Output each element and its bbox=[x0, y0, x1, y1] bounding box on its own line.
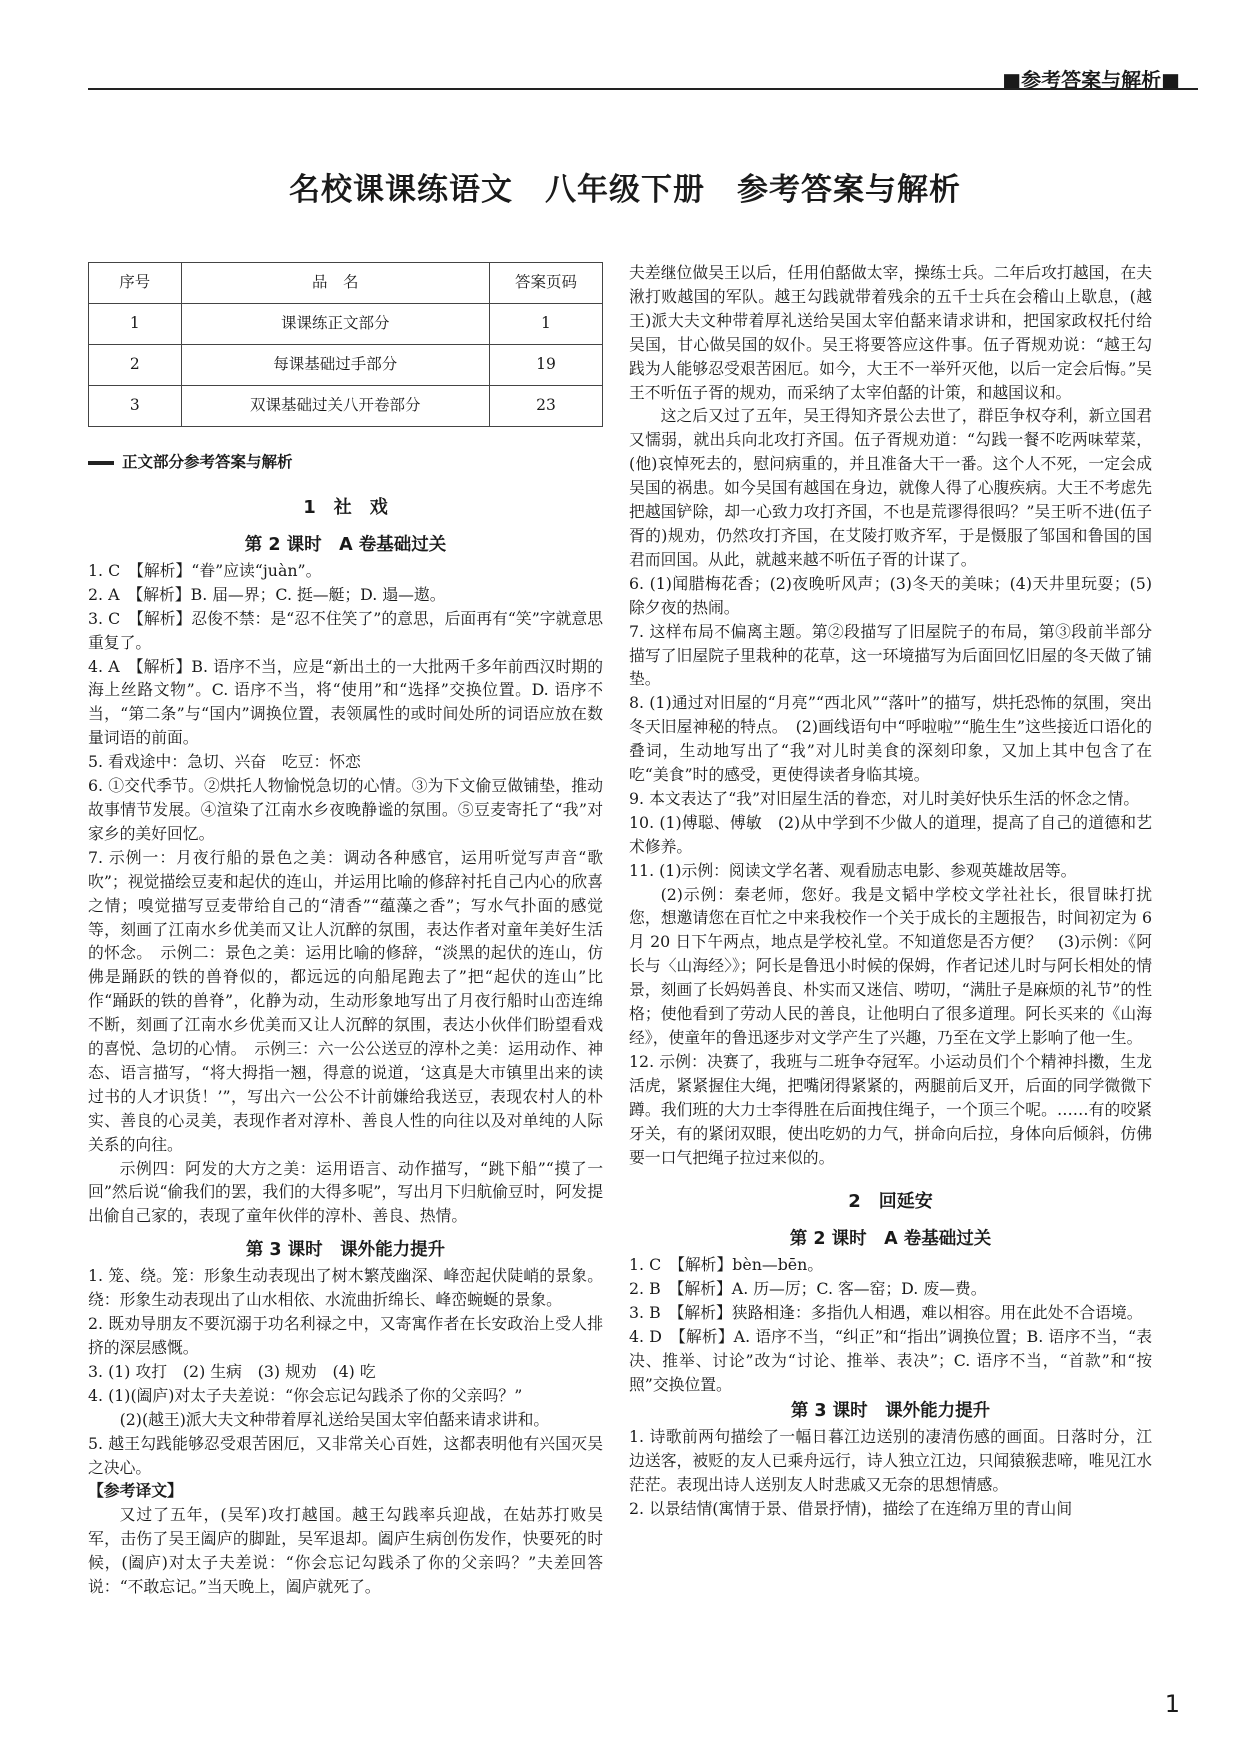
toc-cell: 每课基础过手部分 bbox=[181, 345, 489, 386]
reference-translation-text: 夫差继位做吴王以后，任用伯嚭做太宰，操练士兵。二年后攻打越国，在夫湫打败越国的军队。越王勾践就带着残余的五千士兵在会稽山上歇息，(越王)派大夫文种带着厚礼送给吴国太宰伯嚭来请求讲和，把国家政权托付给吴国，甘心做吴国的奴仆。吴王将要答应这件事。伍子胥规劝说：“越王勾践为人能够忍受艰苦困厄。如今，大王不一举歼灭他，以后一定会后悔。”吴王不听伍子胥的规劝，而采纳了太宰伯嚭的计策，和越国议和。 bbox=[629, 263, 1152, 402]
toc-cell: 19 bbox=[489, 345, 602, 386]
reference-translation-label: 【参考译文】 bbox=[88, 1481, 183, 1501]
answer-item: 7. 这样布局不偏离主题。第②段描写了旧屋院子的布局，第③段前半部分描写了旧屋院子里栽种的花草，这一环境描写为后面回忆旧屋的冬天做了铺垫。 bbox=[629, 621, 1152, 689]
toc-row bbox=[89, 386, 603, 427]
lesson-title: 1 社 戏 bbox=[303, 496, 388, 518]
answer-item-continued: 示例四：阿发的大方之美：运用语言、动作描写，“跳下船”“摸了一回”然后说“偷我们的罢，我们的大得多呢”，写出月下归航偷豆时，阿发提出偷自己家的，表现了童年伙伴的淳朴、善良、热情。 bbox=[88, 1158, 603, 1226]
toc-row bbox=[89, 304, 603, 345]
answer-item: 2. B 【解析】A. 历—厉；C. 客—窑；D. 废—费。 bbox=[629, 1279, 987, 1299]
toc-row bbox=[89, 345, 603, 386]
reference-translation-text: 又过了五年，(吴军)攻打越国。越王勾践率兵迎战，在姑苏打败吴军，击伤了吴王阖庐的脚趾，吴军退却。阖庐生病创伤发作，快要死的时候，(阖庐)对太子夫差说：“你会忘记勾践杀了你的父亲吗？”夫差回答说：“不敢忘记。”当天晚上，阖庐就死了。 bbox=[88, 1505, 603, 1597]
lesson-title: 2 回延安 bbox=[848, 1191, 933, 1213]
answer-item-continued: (2)示例：秦老师，您好。我是文韬中学校文学社社长，很冒昧打扰您，想邀请您在百忙之中来我校作一个关于成长的主题报告，时间初定为 6 月 20 日下午两点，地点是学校礼堂。不知道您是否方便？ (3)示例：《阿长与〈山海经〉》；阿长是鲁迅小时候的保姆，作者记述儿时与阿长相处的情景，刻画了长妈妈善良、朴实而又迷信、唠叨，“满肚子是麻烦的礼节”的性格；使他看到了劳动人民的善良，让他明白了很多道理。阿长买来的《山海经》，使童年的鲁迅逐步对文学产生了兴趣，乃至在文学上影响了他一生。 bbox=[629, 884, 1152, 1047]
period-title: 第 2 课时 A 卷基础过关 bbox=[789, 1229, 992, 1250]
answer-item: 7. 示例一：月夜行船的景色之美：调动各种感官，运用听觉写声音“歌吹”；视觉描绘豆麦和起伏的连山，并运用比喻的修辞衬托自己内心的欣喜之情；嗅觉描写豆麦带给自己的“清香”“蕴藻之香”；写水气扑面的感觉等，刻画了江南水乡优美而又让人沉醉的氛围，表达作者对童年美好生活的怀念。 示例二：景色之美：运用比喻的修辞，“淡黑的起伏的连山，仿佛是踊跃的铁的兽脊似的，都远远的向船尾跑去了”把“起伏的连山”比作“踊跃的铁的兽脊”，化静为动，生动形象地写出了月夜行船时山峦连绵不断，刻画了江南水乡优美而又让人沉醉的氛围，表达小伙伴们盼望看戏的喜悦、急切的心情。 示例三：六一公公送豆的淳朴之美：运用动作、神态、语言描写，“将大拇指一翘，得意的说道，‘这真是大市镇里出来的读过书的人才识货！’”，写出六一公公不计前嫌给我送豆，表现农村人的朴实、善良的心灵美，表现作者对淳朴、善良人性的向往以及对单纯的人际关系的向往。 bbox=[88, 847, 603, 1154]
answer-item: 2. A 【解析】B. 届—界；C. 挺—艇；D. 遢—遨。 bbox=[88, 584, 446, 604]
header-rule bbox=[88, 88, 1198, 90]
answer-item: 5. 看戏途中：急切、兴奋 吃豆：怀恋 bbox=[88, 752, 361, 772]
answer-item: 1. C 【解析】bèn—bēn。 bbox=[629, 1255, 824, 1275]
answer-item: 2. 以景结情(寓情于景、借景抒情)，描绘了在连绵万里的青山间 bbox=[629, 1498, 1073, 1518]
answer-item: 4. (1)(阖庐)对太子夫差说：“你会忘记勾践杀了你的父亲吗？” bbox=[88, 1385, 523, 1405]
period-title: 第 2 课时 A 卷基础过关 bbox=[244, 534, 447, 555]
page-number: 1 bbox=[1164, 1690, 1180, 1718]
answer-item: 1. C 【解析】“眷”应读“juàn”。 bbox=[88, 560, 322, 580]
answer-item: 12. 示例：决赛了，我班与二班争夺冠军。小运动员们个个精神抖擞，生龙活虎，紧紧握住大绳，把嘴闭得紧紧的，两腿前后叉开，后面的同学微微下蹲。我们班的大力士李得胜在后面拽住绳子，一个顶三个呢。……有的咬紧牙关，有的紧闭双眼，使出吃奶的力气，拼命向后拉，身体向后倾斜，仿佛要一口气把绳子拉过来似的。 bbox=[629, 1051, 1152, 1167]
toc-header-row bbox=[89, 263, 603, 304]
toc-cell: 23 bbox=[489, 386, 602, 427]
answer-item: 9. 本文表达了“我”对旧屋生活的眷恋，对儿时美好快乐生活的怀念之情。 bbox=[629, 788, 1140, 808]
answer-item: 6. (1)闻腊梅花香；(2)夜晚听风声；(3)冬天的美味；(4)天井里玩耍；(5)除夕夜的热闹。 bbox=[629, 573, 1152, 617]
left-column bbox=[88, 262, 603, 1599]
toc-cell: 2 bbox=[89, 345, 182, 386]
answer-item: 8. (1)通过对旧屋的“月亮”“西北风”“落叶”的描写，烘托恐怖的氛围，突出冬天旧屋神秘的特点。 (2)画线语句中“呼啦啦”“脆生生”这些接近口语化的叠词，生动地写出了“我”对儿时美食的深刻印象，又加上其中包含了在吃“美食”时的感受，更使得读者身临其境。 bbox=[629, 693, 1152, 785]
section-label: 正文部分参考答案与解析 bbox=[122, 453, 293, 471]
answer-item: 6. ①交代季节。②烘托人物愉悦急切的心情。③为下文偷豆做铺垫，推动故事情节发展。④渲染了江南水乡夜晚静谧的氛围。⑤豆麦寄托了“我”对家乡的美好回忆。 bbox=[88, 776, 603, 843]
period-title: 第 3 课时 课外能力提升 bbox=[790, 1400, 991, 1421]
toc-cell: 1 bbox=[489, 304, 602, 345]
toc-header-cell: 品 名 bbox=[181, 263, 489, 304]
toc-cell: 双课基础过关八开卷部分 bbox=[181, 386, 489, 427]
answer-item: 11. (1)示例：阅读文学名著、观看励志电影、参观英雄故居等。 bbox=[629, 860, 1077, 880]
answer-item: 1. 诗歌前两句描绘了一幅日暮江边送别的凄清伤感的画面。日落时分，江边送客，被贬的友人已乘舟远行，诗人独立江边，只闻猿猴悲啼，唯见江水茫茫。表现出诗人送别友人时悲戚又无奈的思想情感。 bbox=[629, 1426, 1152, 1494]
toc-header-cell: 答案页码 bbox=[489, 263, 602, 304]
toc-table bbox=[88, 262, 603, 427]
answer-item: 3. C 【解析】忍俊不禁：是“忍不住笑了”的意思，后面再有“笑”字就意思重复了。 bbox=[88, 608, 603, 652]
answer-item: 4. A 【解析】B. 语序不当，应是“新出土的一大批两千多年前西汉时期的海上丝路文物”。C. 语序不当，将“使用”和“选择”交换位置。D. 语序不当，“第二条”与“国内”调换位置，表领属性的或时间处所的词语应放在数量词语的前面。 bbox=[88, 656, 603, 748]
answer-item: 3. (1) 攻打 (2) 生病 (3) 规劝 (4) 吃 bbox=[88, 1361, 376, 1381]
answer-item: 4. D 【解析】A. 语序不当，“纠正”和“指出”调换位置；B. 语序不当，“表决、推举、讨论”改为“讨论、推举、表决”；C. 语序不当，“首款”和“按照”交换位置。 bbox=[629, 1327, 1152, 1394]
header-label: ■参考答案与解析■ bbox=[1002, 68, 1180, 92]
toc-cell: 课课练正文部分 bbox=[181, 304, 489, 345]
answer-item: 2. 既劝导朋友不要沉溺于功名利禄之中，又寄寓作者在长安政治上受人排挤的深层感慨。 bbox=[88, 1314, 603, 1357]
right-column bbox=[629, 261, 1152, 1521]
answer-item: 10. (1)傅聪、傅敏 (2)从中学到不少做人的道理，提高了自己的道德和艺术修养。 bbox=[629, 812, 1152, 856]
answer-item: 5. 越王勾践能够忍受艰苦困厄，又非常关心百姓，这都表明他有兴国灭吴之决心。 bbox=[88, 1433, 603, 1477]
answer-item: 1. 笼、绕。笼：形象生动表现出了树木繁茂幽深、峰峦起伏陡峭的景象。绕：形象生动表现出了山水相依、水流曲折绵长、峰峦蜿蜒的景象。 bbox=[88, 1266, 603, 1310]
section-heading bbox=[88, 451, 603, 475]
period-title: 第 3 课时 课外能力提升 bbox=[245, 1240, 446, 1261]
section-marker-icon bbox=[88, 461, 114, 465]
answer-item-continued: (2)(越王)派大夫文种带着厚礼送给吴国太宰伯嚭来请求讲和。 bbox=[119, 1409, 550, 1429]
page-title: 名校课课练语文 八年级下册 参考答案与解析 bbox=[289, 172, 961, 208]
toc-header-cell: 序号 bbox=[89, 263, 182, 304]
toc-cell: 3 bbox=[89, 386, 182, 427]
answer-item: 3. B 【解析】狭路相逢：多指仇人相遇，难以相容。用在此处不合语境。 bbox=[629, 1303, 1143, 1323]
toc-cell: 1 bbox=[89, 304, 182, 345]
reference-translation-text: 这之后又过了五年，吴王得知齐景公去世了，群臣争权夺利，新立国君又懦弱，就出兵向北攻打齐国。伍子胥规劝道：“勾践一餐不吃两味荤菜，(他)哀悼死去的，慰问病重的，并且准备大干一番。这个人不死，一定会成吴国的祸患。如今吴国有越国在身边，就像人得了心腹疾病。大王不考虑先把越国铲除，却一心致力攻打齐国，不也是荒谬得很吗？”吴王听不进(伍子胥的)规劝，仍然攻打齐国，在艾陵打败齐军，于是慑服了邹国和鲁国的国君而回国。从此，就越来越不听伍子胥的计谋了。 bbox=[629, 406, 1152, 569]
